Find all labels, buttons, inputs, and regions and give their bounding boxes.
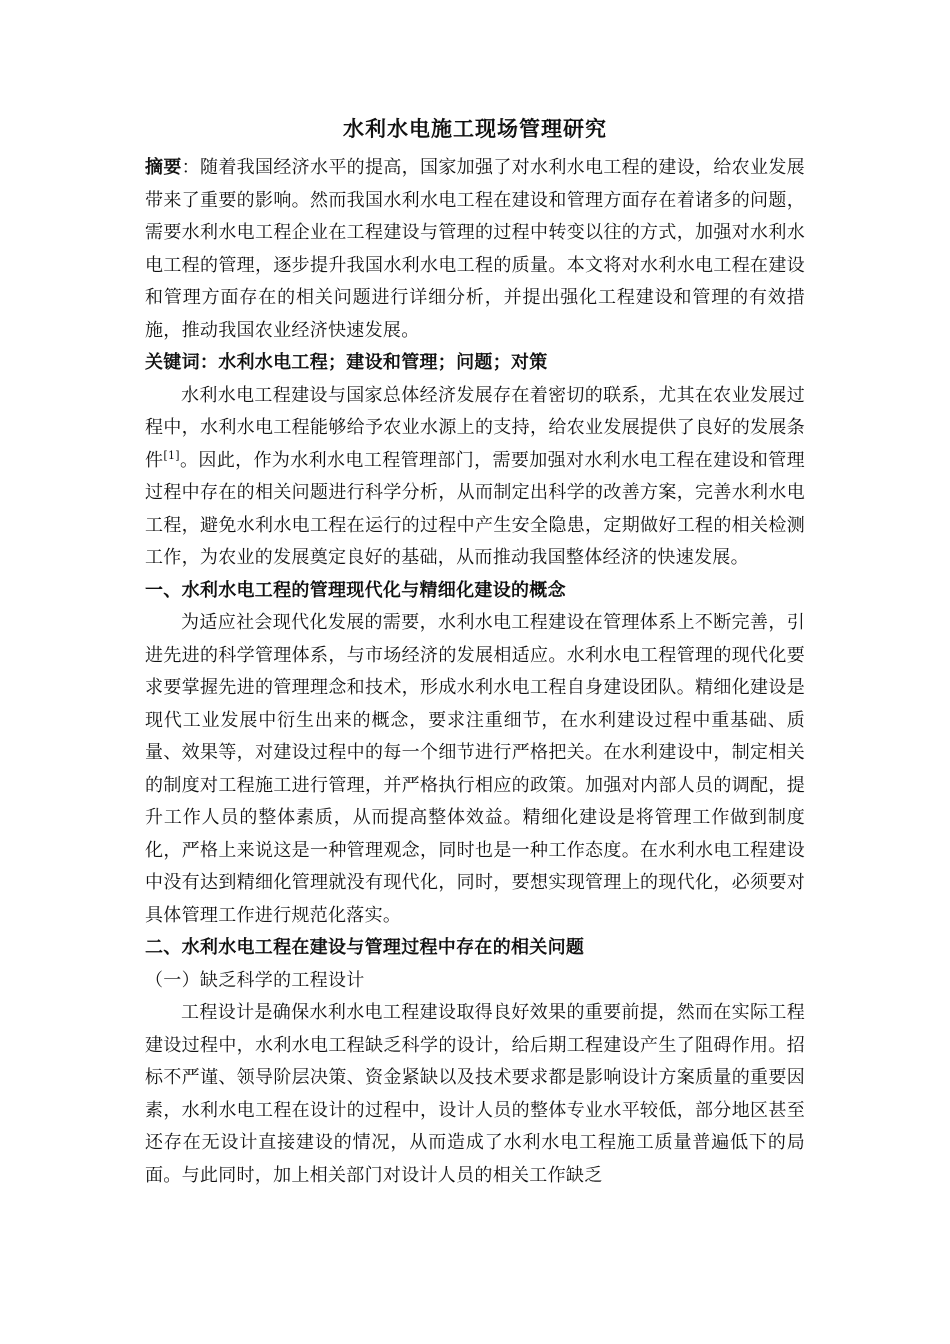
document-title: 水利水电施工现场管理研究 — [343, 116, 607, 141]
keywords: 关键词：水利水电工程；建设和管理；问题；对策 — [145, 352, 548, 373]
section1-heading: 一、水利水电工程的管理现代化与精细化建设的概念 — [145, 579, 566, 601]
section2-paragraph: 工程设计是确保水利水电工程建设取得良好效果的重要前提，然而在实际工程建设过程中，水利水电工程缺乏科学的设计，给后期工程建设产生了阻碍作用。招标不严谨、领导阶层决策、资金紧缺以及技术要求都是影响设计方案质量的重要因素，水利水电工程在设计的过程中，设计人员的整体专业水平较低，部分地区甚至还存在无设计直接建设的情况，从而造成了水利水电工程施工质量普遍低下的局面。与此同时，加上相关部门对设计人员的相关工作缺乏 — [145, 1002, 805, 1186]
abstract-colon: ： — [181, 157, 201, 178]
intro-paragraph — [145, 380, 805, 575]
abstract — [145, 152, 805, 347]
abstract-label: 摘要 — [145, 157, 182, 178]
intro-text-after-ref: 。因此，作为水利水电工程管理部门，需要加强对水利水电工程在建设和管理过程中存在的相关问题进行科学分析，从而制定出科学的改善方案，完善水利水电工程，避免水利水电工程在运行的过程中产生安全隐患，定期做好工程的相关检测工作，为农业的发展奠定良好的基础，从而推动我国整体经济的快速发展。 — [145, 449, 805, 568]
section1-paragraph: 为适应社会现代化发展的需要，水利水电工程建设在管理体系上不断完善，引进先进的科学管理体系，与市场经济的发展相适应。水利水电工程管理的现代化要求要掌握先进的管理理念和技术，形成水利水电工程自身建设团队。精细化建设是现代工业发展中衍生出来的概念，要求注重细节，在水利建设过程中重基础、质量、效果等，对建设过程中的每一个细节进行严格把关。在水利建设中，制定相关的制度对工程施工进行管理，并严格执行相应的政策。加强对内部人员的调配，提升工作人员的整体素质，从而提高整体效益。精细化建设是将管理工作做到制度化，严格上来说这是一种管理观念，同时也是一种工作态度。在水利水电工程建设中没有达到精细化管理就没有现代化，同时，要想实现管理上的现代化，必须要对具体管理工作进行规范化落实。 — [145, 612, 805, 926]
section2-subheading: （一）缺乏科学的工程设计 — [145, 969, 365, 991]
section2-heading: 二、水利水电工程在建设与管理过程中存在的相关问题 — [145, 937, 585, 958]
document-page — [145, 112, 805, 1192]
abstract-text: 随着我国经济水平的提高，国家加强了对水利水电工程的建设，给农业发展带来了重要的影响。然而我国水利水电工程在建设和管理方面存在着诸多的问题，需要水利水电工程企业在工程建设与管理的过程中转变以往的方式，加强对水利水电工程的管理，逐步提升我国水利水电工程的质量。本文将对水利水电工程在建设和管理方面存在的相关问题进行详细分析，并提出强化工程建设和管理的有效措施，推动我国农业经济快速发展。 — [145, 157, 805, 341]
citation-ref: [1] — [163, 448, 180, 462]
intro-text-before-ref: 水利水电工程建设与国家总体经济发展存在着密切的联系，尤其在农业发展过程中，水利水电工程能够给予农业水源上的支持，给农业发展提供了良好的发展条件 — [145, 384, 805, 471]
